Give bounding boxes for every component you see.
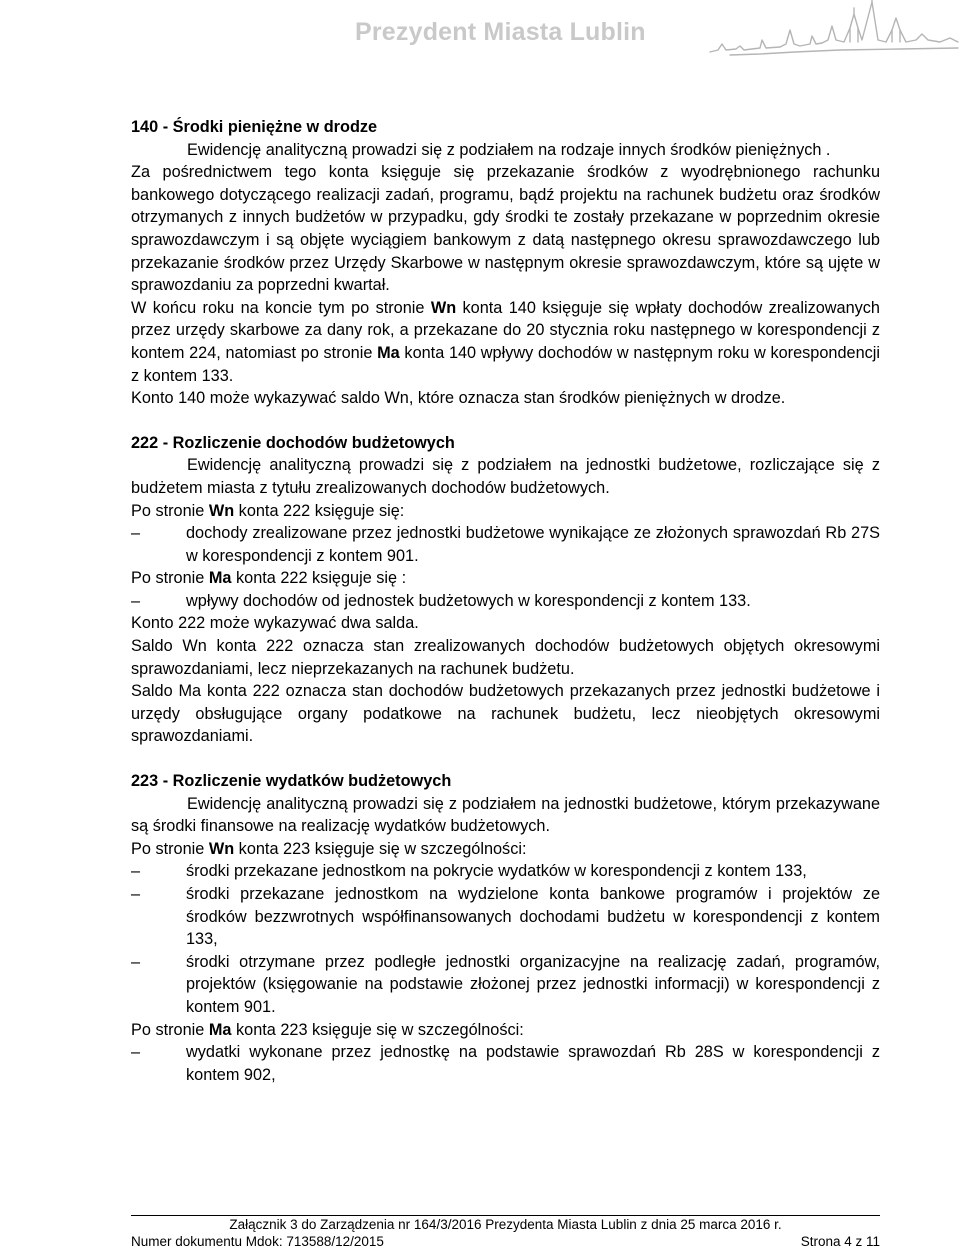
list-item: – środki otrzymane przez podległe jednostki organizacyjne na realizację zadań, programów, projektów (księgowanie na podstawie złożonej przez jednostki informacji) w korespondencji z kontem 901.: [131, 952, 880, 1016]
paragraph: Ewidencję analityczną prowadzi się z podziałem na rodzaje innych środków pieniężnych .: [187, 140, 831, 159]
city-skyline-logo: [700, 0, 960, 80]
paragraph: Konto 140 może wykazywać saldo Wn, które oznacza stan środków pieniężnych w drodze.: [131, 389, 786, 408]
paragraph: Po stronie Wn konta 223 księguje się w szczególności:: [131, 839, 527, 858]
list-item: – środki przekazane jednostkom na pokrycie wydatków w korespondencji z kontem 133,: [131, 862, 807, 881]
paragraph: Saldo Wn konta 222 oznacza stan zrealizowanych dochodów budżetowych objętych okresowymi sprawozdaniami, lecz nieprzekazanych na rachunek budżetu.: [131, 637, 880, 678]
list-item: – wydatki wykonane przez jednostkę na podstawie sprawozdań Rb 28S w korespondencji z kontem 902,: [131, 1043, 880, 1084]
header-title: Prezydent Miasta Lublin: [355, 18, 646, 46]
list-item: – dochody zrealizowane przez jednostki budżetowe wynikające ze złożonych sprawozdań Rb 27S w korespondencji z kontem 901.: [131, 524, 880, 565]
document-body: [131, 116, 880, 1086]
paragraph: Po stronie Wn konta 222 księguje się:: [131, 501, 405, 520]
paragraph: Ewidencję analityczną prowadzi się z podziałem na jednostki budżetowe, którym przekazywane są środki finansowe na realizację wydatków budżetowych.: [131, 794, 880, 836]
section-heading-140: 140 - Środki pieniężne w drodze: [131, 118, 378, 136]
list-item: – wpływy dochodów od jednostek budżetowych w korespondencji z kontem 133.: [131, 591, 751, 610]
footer-meta: [131, 1234, 880, 1249]
footer-divider: [131, 1215, 880, 1216]
paragraph: Po stronie Ma konta 223 księguje się w szczególności:: [131, 1020, 524, 1039]
paragraph: Saldo Ma konta 222 oznacza stan dochodów budżetowych przekazanych przez jednostki budżetowe i urzędy obsługujące organy podatkowe na rachunek budżetu, lecz nieobjętych okresowymi sprawozdaniami.: [131, 682, 880, 746]
paragraph: W końcu roku na koncie tym po stronie Wn konta 140 księguje się wpłaty dochodów zrealizowanych przez urzędy skarbowe za dany rok, a przekazane do 20 stycznia roku następnego w korespondencji z kontem 224, natomiast po stronie Ma konta 140 wpływy dochodów w następnym roku w korespondencji z kontem 133.: [131, 298, 880, 385]
paragraph: Ewidencję analityczną prowadzi się z podziałem na jednostki budżetowe, rozliczające się z budżetem miasta z tytułu zrealizowanych dochodów budżetowych.: [131, 456, 880, 497]
page-number: Strona 4 z 11: [800, 1234, 880, 1249]
paragraph: Konto 222 może wykazywać dwa salda.: [131, 614, 419, 633]
document-number: Numer dokumentu Mdok: 713588/12/2015: [131, 1234, 384, 1249]
section-heading-222: 222 - Rozliczenie dochodów budżetowych: [131, 433, 455, 452]
paragraph: Po stronie Ma konta 222 księguje się :: [131, 569, 407, 588]
paragraph: Za pośrednictwem tego konta księguje się przekazanie środków z wyodrębnionego rachunku bankowego dotyczącego realizacji zadań, programu, bądź projektu na rachunek budżetu oraz środków otrzymanych z innych budżetów w przypadku, gdy środki te zostały przekazane w poprzednim okresie sprawozdawczym i są objęte wyciągiem bankowym z datą następnego okresu sprawozdawczego lub przekazanie środków przez Urzędy Skarbowe w następnym okresie sprawozdawczym, które są ujęte w sprawozdaniu za poprzedni kwartał.: [131, 163, 880, 295]
section-heading-223: 223 - Rozliczenie wydatków budżetowych: [131, 772, 452, 791]
list-item: – środki przekazane jednostkom na wydzielone konta bankowe programów i projektów ze środków bezzwrotnych współfinansowanych dochodami budżetu w korespondencji z kontem 133,: [131, 885, 880, 949]
footer-attachment-note: Załącznik 3 do Zarządzenia nr 164/3/2016 Prezydenta Miasta Lublin z dnia 25 marca 2016 r.: [229, 1217, 782, 1232]
